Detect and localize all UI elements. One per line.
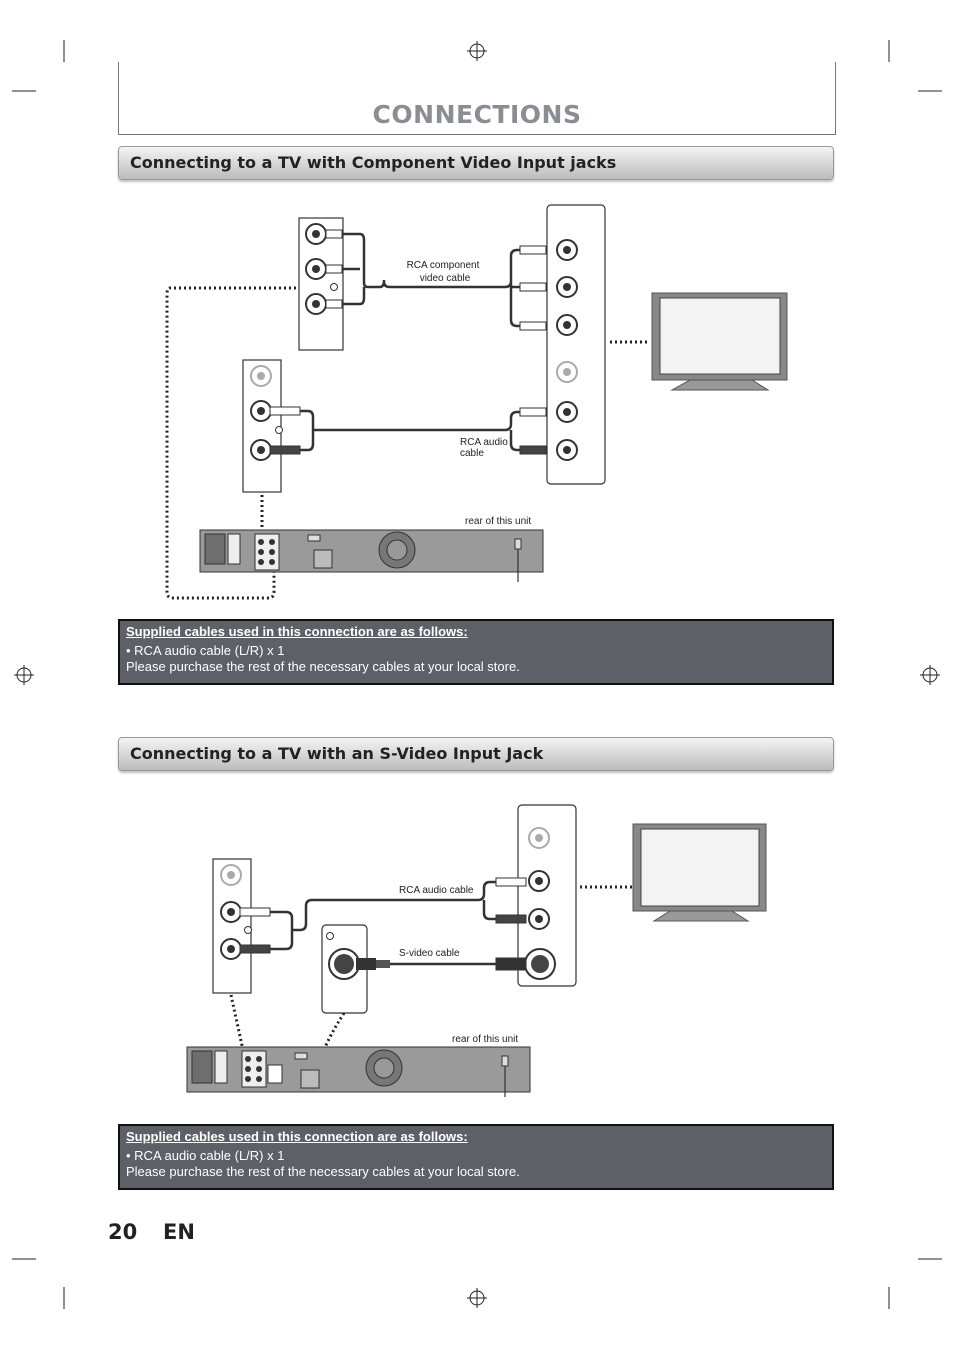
note-2-line-2: Please purchase the rest of the necessary cables at your local store.: [126, 1164, 520, 1179]
component-jacks: [306, 224, 342, 314]
audio-cable-label-2: cable: [460, 448, 484, 459]
dotted-link-audio-2: [231, 995, 243, 1050]
rear-unit-label-2: rear of this unit: [452, 1034, 519, 1045]
note-2-line-1: • RCA audio cable (L/R) x 1: [126, 1148, 285, 1163]
note-1-line-2: Please purchase the rest of the necessary cables at your local store.: [126, 659, 520, 674]
note-1-heading: Supplied cables used in this connection are as follows:: [126, 624, 468, 639]
component-cable-label-2: video cable: [419, 273, 471, 284]
tv-illustration-2: [633, 824, 766, 921]
component-cable-label-1: RCA component: [406, 260, 480, 271]
page-title: CONNECTIONS: [372, 100, 582, 129]
unit-rear-panel-2: [187, 1047, 530, 1097]
component-connection-diagram: [0, 190, 954, 610]
note-2-heading: Supplied cables used in this connection are as follows:: [126, 1129, 468, 1144]
language-code: EN: [163, 1220, 195, 1244]
page-number: 20: [108, 1220, 138, 1244]
supplied-cables-note-1: [118, 619, 834, 685]
section-1-heading: Connecting to a TV with Component Video Input jacks: [130, 153, 617, 172]
supplied-cables-note-2: [118, 1124, 834, 1190]
section-2-heading: Connecting to a TV with an S-Video Input Jack: [130, 744, 544, 763]
unit-rear-panel: [200, 530, 543, 582]
svideo-cable-label: S-video cable: [399, 948, 460, 959]
tv-illustration: [652, 293, 787, 390]
audio-cable-label-1: RCA audio: [460, 437, 508, 448]
rear-unit-label: rear of this unit: [465, 516, 532, 527]
section-2-header: [118, 737, 834, 771]
svideo-connection-diagram: [0, 795, 954, 1105]
audio-cable-label-s2: RCA audio cable: [399, 885, 474, 896]
note-1-line-1: • RCA audio cable (L/R) x 1: [126, 643, 285, 658]
section-1-header: [118, 146, 834, 180]
